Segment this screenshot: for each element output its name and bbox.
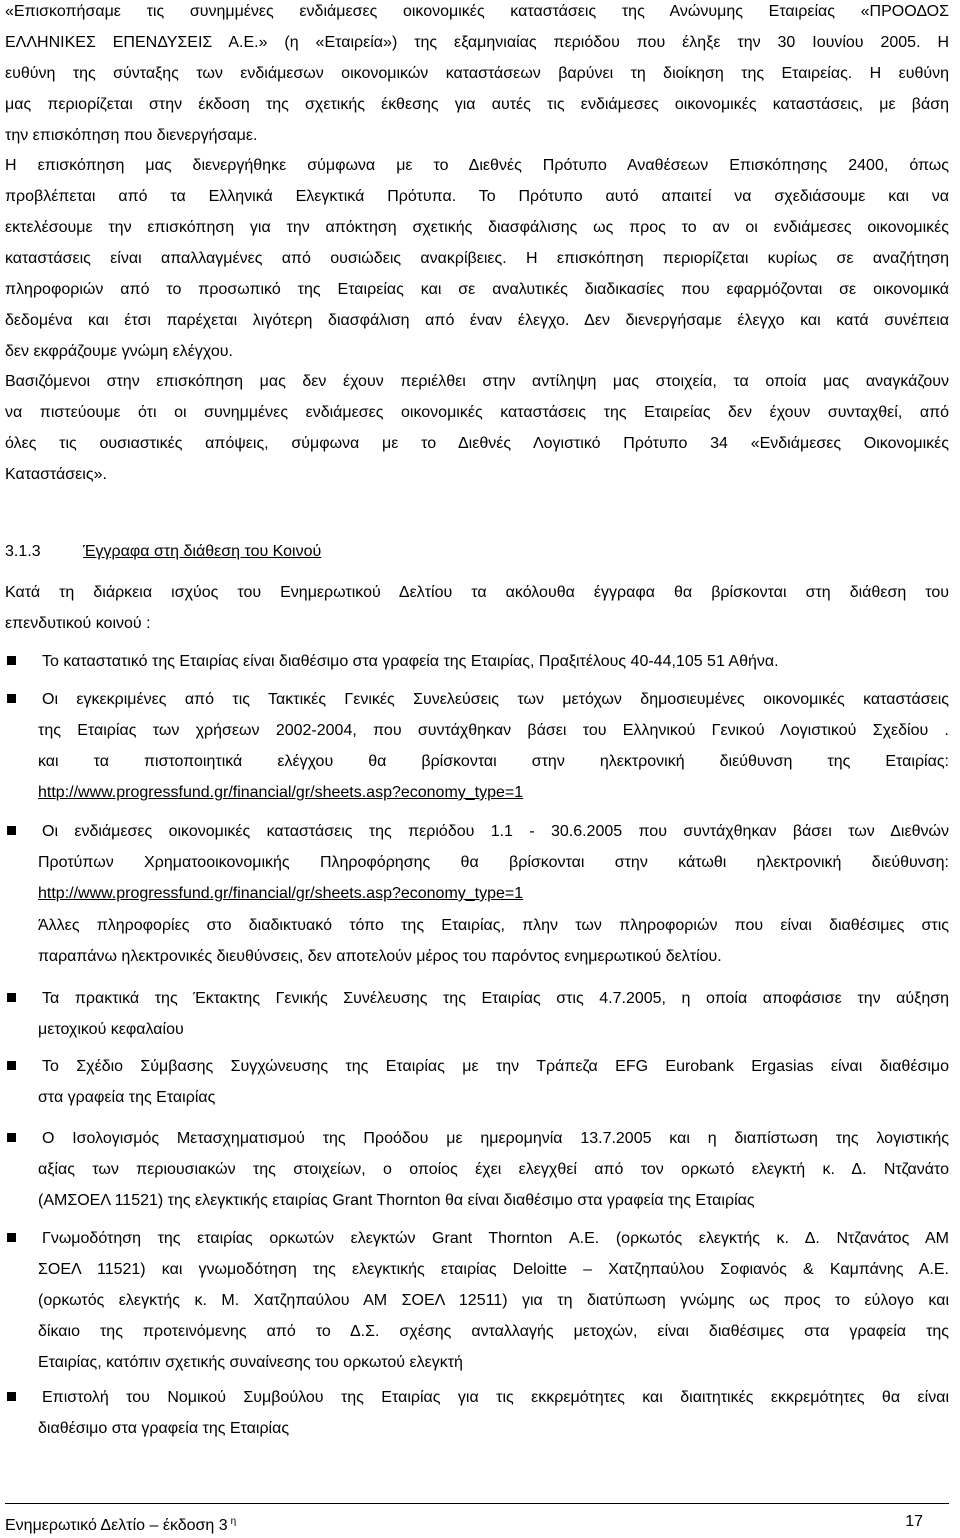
list-item-text [38, 646, 949, 677]
text-line: (ορκωτός ελεγκτής κ. Μ. Χατζηπαύλου ΑΜ ΣΟΕΛ 12511) για τη διατύπωση γνώμης ως προς το εύλογο και [38, 1292, 949, 1309]
text-line: προβλέπεται από τα Ελληνικά Ελεγκτικά Πρότυπα. Το Πρότυπο αυτό απαιτεί να σχεδιάσουμε και να [5, 188, 949, 205]
text-line: μας περιορίζεται στην έκδοση της σχετικής έκθεσης για αυτές τις ενδιάμεσες οικονομικές καταστάσεις, με βάση [5, 96, 949, 113]
text-line: «Επισκοπήσαμε τις συνημμένες ενδιάμεσες οικονομικές καταστάσεις της Ανώνυμης Εταιρείας «ΠΡΟΟΔΟΣ [5, 3, 949, 20]
section-number: 3.1.3 [5, 543, 41, 560]
website-disclaimer-note [38, 910, 949, 972]
bullet-square-icon [7, 694, 16, 703]
text-line: ΕΛΛΗΝΙΚΕΣ ΕΠΕΝΔΥΣΕΙΣ Α.Ε.» (η «Εταιρεία») της εξαμηνιαίας περιόδου που έληξε την 30 Ιουνίου 2005. Η [5, 34, 949, 51]
text-line: Οι εγκεκριμένες από τις Τακτικές Γενικές Συνελεύσεις των μετόχων δημοσιευμένες οικονομικές καταστάσεις [42, 691, 949, 708]
text-line: Οι ενδιάμεσες οικονομικές καταστάσεις της περιόδου 1.1 - 30.6.2005 που συντάχθηκαν βάσει των Διεθνών [42, 823, 949, 840]
text-line: όλες τις ουσιαστικές απόψεις, σύμφωνα με το Διεθνές Λογιστικό Πρότυπο 34 «Ενδιάμεσες Οικονομικές [5, 435, 949, 452]
text-line: (ΑΜΣΟΕΛ 11521) της ελεγκτικής εταιρίας Grant Thornton θα είναι διαθέσιμο στα γραφεία της Εταιρίας [38, 1192, 755, 1209]
footer-title-text: Ενημερωτικό Δελτίο – έκδοση 3 [5, 1517, 228, 1534]
paragraph-review-scope [5, 0, 949, 151]
text-line: ευθύνη της σύνταξης των ενδιάμεσων οικονομικών καταστάσεων βαρύνει τη διοίκηση της Εταιρείας. Η ευθύνη [5, 65, 949, 82]
text-line: την επισκόπηση που διενεργήσαμε. [5, 127, 258, 144]
text-line: της Εταιρίας των χρήσεων 2002-2004, που συντάχθηκαν βάσει του Ελληνικού Γενικού Λογιστικού Σχεδίου . [38, 722, 949, 739]
text-line: να πιστεύουμε ότι οι συνημμένες ενδιάμεσες οικονομικές καταστάσεις της Εταιρείας δεν έχουν συνταχθεί, από [5, 404, 949, 421]
text-line: διαθέσιμο στα γραφεία της Εταιρίας [38, 1420, 290, 1437]
text-line: πληροφοριών από το προσωπικό της Εταιρείας και σε αναλυτικές διαδικασίες που εφαρμόζονται σε οικονομικά [5, 281, 949, 298]
text-line: Το καταστατικό της Εταιρίας είναι διαθέσιμο στα γραφεία της Εταιρίας, Πραξιτέλους 40-44,105 51 Αθήνα. [42, 653, 779, 670]
footer-edition-superscript: η [230, 1516, 237, 1527]
text-line: ΣΟΕΛ 11521) και γνωμοδότηση της ελεγκτικής εταιρίας Deloitte – Χατζηπαύλου Σοφιανός & Καμπάνης Α.Ε. [38, 1261, 949, 1278]
paragraph-review-conclusion [5, 366, 949, 490]
text-line: εκτελέσουμε την επισκόπηση για την απόκτηση σχετικής διασφάλισης ως προς το αν οι ενδιάμεσες οικονομικές [5, 219, 949, 236]
bullet-square-icon [7, 826, 16, 835]
text-line: Τα πρακτικά της Έκτακτης Γενικής Συνέλευσης της Εταιρίας στις 4.7.2005, η οποία αποφάσισε την αύξηση [42, 990, 949, 1007]
text-line: Προτύπων Χρηματοοικονομικής Πληροφόρησης θα βρίσκονται στην κάτωθι ηλεκτρονική διεύθυνση: [38, 854, 949, 871]
footer-document-title [5, 1510, 236, 1538]
section-heading [5, 536, 321, 567]
bullet-square-icon [7, 1392, 16, 1401]
text-line: Γνωμοδότηση της εταιρίας ορκωτών ελεγκτών Grant Thornton Α.Ε. (ορκωτός ελεγκτής κ. Δ. Ντζανάτος ΑΜ [42, 1230, 949, 1247]
bullet-square-icon [7, 656, 16, 665]
bullet-square-icon [7, 1133, 16, 1142]
paragraph-review-standard [5, 150, 949, 367]
text-line: Επιστολή του Νομικού Συμβούλου της Εταιρίας για τις εκκρεμότητες και διαιτητικές εκκρεμότητες θα είναι [42, 1389, 949, 1406]
list-item-text [38, 1051, 949, 1113]
text-line: αξίας των περιουσιακών της στοιχείων, ο οποίος έχει ελεγχθεί από τον ορκωτό ελεγκτή κ. Δ. Ντζανάτο [38, 1161, 949, 1178]
section-title: Έγγραφα στη διάθεση του Κοινού [83, 543, 322, 560]
text-line: μετοχικού κεφαλαίου [38, 1021, 184, 1038]
text-line: Η επισκόπηση μας διενεργήθηκε σύμφωνα με το Διεθνές Πρότυπο Αναθέσεων Επισκόπησης 2400, όπως [5, 157, 949, 174]
interim-statements-link[interactable]: http://www.progressfund.gr/financial/gr/sheets.asp?economy_type=1 [38, 885, 524, 902]
list-item-text [38, 983, 949, 1045]
page-number: 17 [905, 1513, 923, 1530]
list-item-text [38, 1123, 949, 1216]
list-item-text [38, 1223, 949, 1378]
text-line: Καταστάσεις». [5, 466, 107, 483]
bullet-square-icon [7, 993, 16, 1002]
text-line: Ο Ισολογισμός Μετασχηματισμού της Προόδου με ημερομηνία 13.7.2005 και η διαπίστωση της λογιστικής [42, 1130, 949, 1147]
text-line: παραπάνω ηλεκτρονικές διευθύνσεις, δεν αποτελούν μέρος του παρόντος ενημερωτικού δελτίου. [38, 948, 722, 965]
paragraph-documents-intro [5, 577, 949, 639]
text-line: στα γραφεία της Εταιρίας [38, 1089, 216, 1106]
text-line: δίκαιο της προτεινόμενης από το Δ.Σ. σχέσης ανταλλαγής μετοχών, είναι διαθέσιμες στα γραφεία της [38, 1323, 949, 1340]
text-line: δεδομένα και έτσι παρέχεται λιγότερη διασφάλιση από έναν έλεγχο. Δεν διενεργήσαμε έλεγχο και κατά συνέπεια [5, 312, 949, 329]
text-line: Το Σχέδιο Σύμβασης Συγχώνευσης της Εταιρίας με την Τράπεζα EFG Eurobank Ergasias είναι διαθέσιμο [42, 1058, 949, 1075]
footer-divider [5, 1503, 949, 1504]
bullet-square-icon [7, 1061, 16, 1070]
list-item-text [38, 1382, 949, 1444]
text-line: και τα πιστοποιητικά ελέγχου θα βρίσκονται στην ηλεκτρονική διεύθυνση της Εταιρίας: [38, 753, 949, 770]
text-line: καταστάσεις είναι απαλλαγμένες από ουσιώδεις ανακρίβειες. Η επισκόπηση περιορίζεται κυρίως σε αναζήτηση [5, 250, 949, 267]
list-item-text [38, 684, 949, 808]
text-line: Κατά τη διάρκεια ισχύος του Ενημερωτικού Δελτίου τα ακόλουθα έγγραφα θα βρίσκονται στη διάθεση του [5, 584, 949, 601]
text-line: Βασιζόμενοι στην επισκόπηση μας δεν έχουν περιέλθει στην αντίληψη μας στοιχεία, τα οποία μας αναγκάζουν [5, 373, 949, 390]
text-line: δεν εκφράζουμε γνώμη ελέγχου. [5, 343, 233, 360]
text-line: Άλλες πληροφορίες στο διαδικτυακό τόπο της Εταιρίας, πλην των πληροφοριών που είναι διαθέσιμες στις [38, 917, 949, 934]
text-line: Εταιρίας, κατόπιν σχετικής συναίνεσης του ορκωτού ελεγκτή [38, 1354, 463, 1371]
text-line: επενδυτικού κοινού : [5, 615, 151, 632]
list-item-text [38, 816, 949, 909]
financial-statements-link[interactable]: http://www.progressfund.gr/financial/gr/sheets.asp?economy_type=1 [38, 784, 524, 801]
bullet-square-icon [7, 1233, 16, 1242]
